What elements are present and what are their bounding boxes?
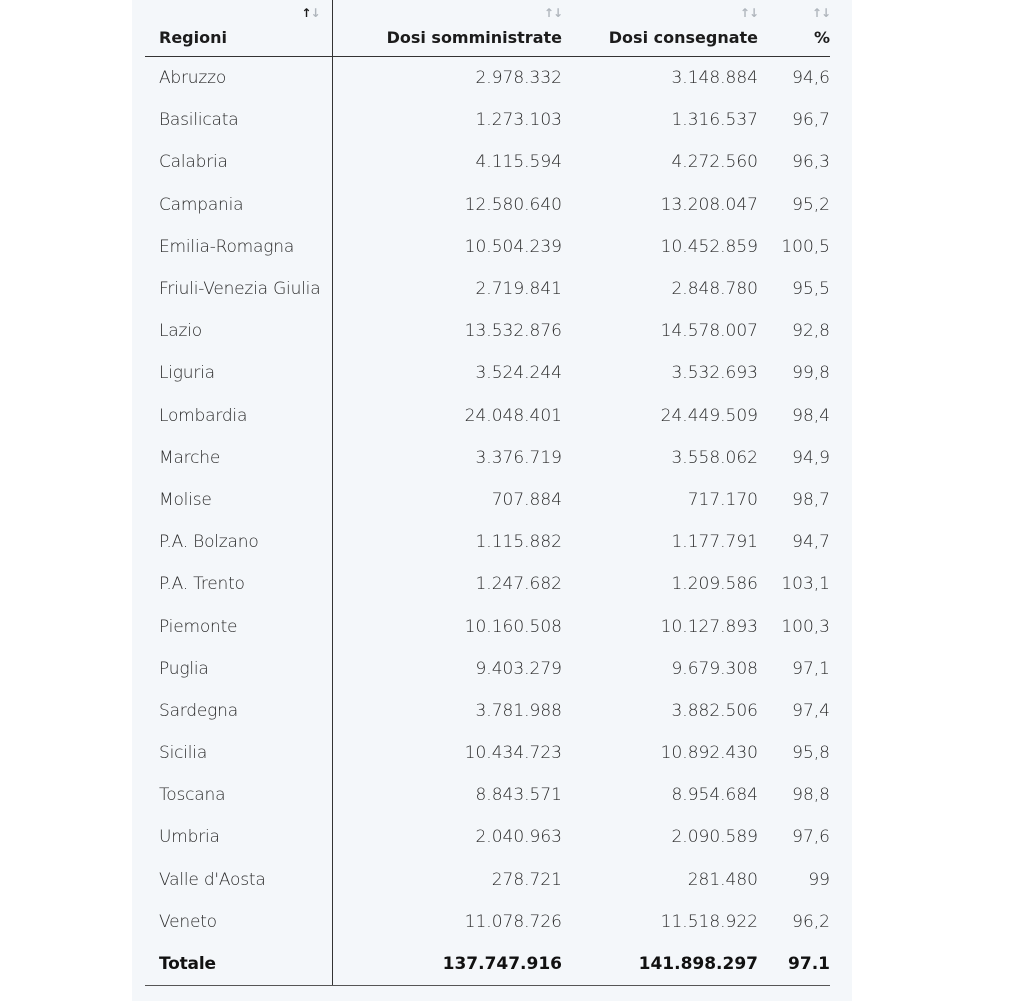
total-row <box>145 943 830 986</box>
table-row <box>145 816 830 858</box>
cell-region: Friuli-Venezia Giulia <box>145 268 332 310</box>
cell-region: Calabria <box>145 141 332 183</box>
table-row <box>145 352 830 394</box>
cell-region: Valle d'Aosta <box>145 859 332 901</box>
cell-delivered: 13.208.047 <box>660 194 758 215</box>
cell-administered: 1.247.682 <box>475 574 562 595</box>
cell-administered: 3.524.244 <box>475 363 562 384</box>
cell-administered: 9.403.279 <box>475 658 562 679</box>
cell-administered: 11.078.726 <box>464 911 562 932</box>
cell-percent: 100,3 <box>781 616 830 637</box>
cell-administered: 24.048.401 <box>464 405 562 426</box>
table-row <box>145 859 830 901</box>
cell-percent: 94,6 <box>792 68 830 89</box>
cell-delivered: 1.209.586 <box>671 574 758 595</box>
cell-delivered: 281.480 <box>687 869 758 890</box>
table-row <box>145 563 830 605</box>
cell-percent: 96,7 <box>792 110 830 131</box>
cell-delivered: 717.170 <box>687 489 758 510</box>
cell-delivered: 3.532.693 <box>671 363 758 384</box>
cell-percent: 94,7 <box>792 532 830 553</box>
table-row <box>145 57 830 100</box>
cell-delivered: 24.449.509 <box>660 405 758 426</box>
cell-total-administered: 137.747.916 <box>332 943 562 986</box>
cell-region: P.A. Trento <box>145 563 332 605</box>
cell-administered: 10.160.508 <box>464 616 562 637</box>
cell-delivered: 2.090.589 <box>671 827 758 848</box>
cell-region: Molise <box>145 479 332 521</box>
cell-percent: 98,7 <box>792 489 830 510</box>
cell-administered: 707.884 <box>491 489 562 510</box>
cell-administered: 2.978.332 <box>475 68 562 89</box>
cell-region: Basilicata <box>145 99 332 141</box>
sort-arrows-icon[interactable]: ↑↓ <box>739 6 758 20</box>
cell-administered: 13.532.876 <box>464 321 562 342</box>
cell-administered: 3.376.719 <box>475 447 562 468</box>
table-row <box>145 605 830 647</box>
cell-region: Umbria <box>145 816 332 858</box>
cell-region: Lazio <box>145 310 332 352</box>
header-label: Dosi somministrate <box>386 28 562 47</box>
cell-delivered: 2.848.780 <box>671 279 758 300</box>
cell-administered: 4.115.594 <box>475 152 562 173</box>
table-row <box>145 437 830 479</box>
cell-administered: 10.434.723 <box>464 743 562 764</box>
header-dosi-somministrate[interactable] <box>332 0 562 57</box>
cell-administered: 12.580.640 <box>464 194 562 215</box>
cell-administered: 1.115.882 <box>475 532 562 553</box>
header-label: Dosi consegnate <box>608 28 758 47</box>
cell-region: Liguria <box>145 352 332 394</box>
cell-delivered: 10.452.859 <box>660 236 758 257</box>
table-row <box>145 648 830 690</box>
cell-region: Sicilia <box>145 732 332 774</box>
cell-percent: 103,1 <box>781 574 830 595</box>
cell-percent: 92,8 <box>792 321 830 342</box>
cell-region: Campania <box>145 184 332 226</box>
cell-administered: 8.843.571 <box>475 785 562 806</box>
cell-administered: 278.721 <box>491 869 562 890</box>
cell-region: Veneto <box>145 901 332 943</box>
table-row <box>145 310 830 352</box>
cell-percent: 95,2 <box>792 194 830 215</box>
cell-percent: 95,5 <box>792 279 830 300</box>
table-row <box>145 141 830 183</box>
sort-arrows-icon[interactable]: ↑↓ <box>543 6 562 20</box>
cell-delivered: 14.578.007 <box>660 321 758 342</box>
cell-delivered: 11.518.922 <box>660 911 758 932</box>
table-row <box>145 184 830 226</box>
cell-delivered: 3.882.506 <box>671 700 758 721</box>
header-dosi-consegnate[interactable] <box>562 0 758 57</box>
table-row <box>145 226 830 268</box>
table-body <box>145 57 830 986</box>
cell-administered: 3.781.988 <box>475 700 562 721</box>
table-header-row <box>145 0 830 57</box>
sort-arrows-icon[interactable]: ↑↓ <box>301 6 320 20</box>
table-row <box>145 99 830 141</box>
cell-delivered: 1.316.537 <box>671 110 758 131</box>
table-row <box>145 732 830 774</box>
cell-percent: 95,8 <box>792 743 830 764</box>
cell-delivered: 4.272.560 <box>671 152 758 173</box>
cell-percent: 97,1 <box>792 658 830 679</box>
cell-region: Abruzzo <box>145 57 332 100</box>
cell-administered: 1.273.103 <box>475 110 562 131</box>
header-label: Regioni <box>159 28 227 47</box>
cell-region: Piemonte <box>145 605 332 647</box>
cell-delivered: 10.127.893 <box>660 616 758 637</box>
header-label: % <box>813 28 830 47</box>
cell-percent: 94,9 <box>792 447 830 468</box>
table-row <box>145 479 830 521</box>
cell-total-percent: 97.1 <box>758 943 830 986</box>
cell-percent: 98,8 <box>792 785 830 806</box>
cell-percent: 100,5 <box>781 236 830 257</box>
cell-region: Marche <box>145 437 332 479</box>
cell-region: P.A. Bolzano <box>145 521 332 563</box>
vaccine-doses-table <box>145 0 830 986</box>
cell-total-delivered: 141.898.297 <box>562 943 758 986</box>
table-row <box>145 901 830 943</box>
cell-region: Emilia-Romagna <box>145 226 332 268</box>
cell-percent: 99,8 <box>792 363 830 384</box>
cell-delivered: 9.679.308 <box>671 658 758 679</box>
cell-region: Lombardia <box>145 395 332 437</box>
cell-percent: 99 <box>808 869 830 890</box>
cell-administered: 2.719.841 <box>475 279 562 300</box>
cell-administered: 2.040.963 <box>475 827 562 848</box>
header-percent[interactable] <box>758 0 830 57</box>
cell-delivered: 1.177.791 <box>671 532 758 553</box>
table-row <box>145 268 830 310</box>
cell-percent: 96,2 <box>792 911 830 932</box>
cell-delivered: 3.558.062 <box>671 447 758 468</box>
cell-region: Puglia <box>145 648 332 690</box>
cell-percent: 96,3 <box>792 152 830 173</box>
table-row <box>145 774 830 816</box>
cell-percent: 97,6 <box>792 827 830 848</box>
cell-percent: 98,4 <box>792 405 830 426</box>
table-row <box>145 395 830 437</box>
cell-region: Sardegna <box>145 690 332 732</box>
cell-total-label: Totale <box>145 943 332 986</box>
header-regioni[interactable] <box>145 0 332 57</box>
cell-administered: 10.504.239 <box>464 236 562 257</box>
cell-percent: 97,4 <box>792 700 830 721</box>
cell-delivered: 3.148.884 <box>671 68 758 89</box>
cell-region: Toscana <box>145 774 332 816</box>
table-row <box>145 521 830 563</box>
cell-delivered: 10.892.430 <box>660 743 758 764</box>
table-row <box>145 690 830 732</box>
sort-arrows-icon[interactable]: ↑↓ <box>811 6 830 20</box>
cell-delivered: 8.954.684 <box>671 785 758 806</box>
